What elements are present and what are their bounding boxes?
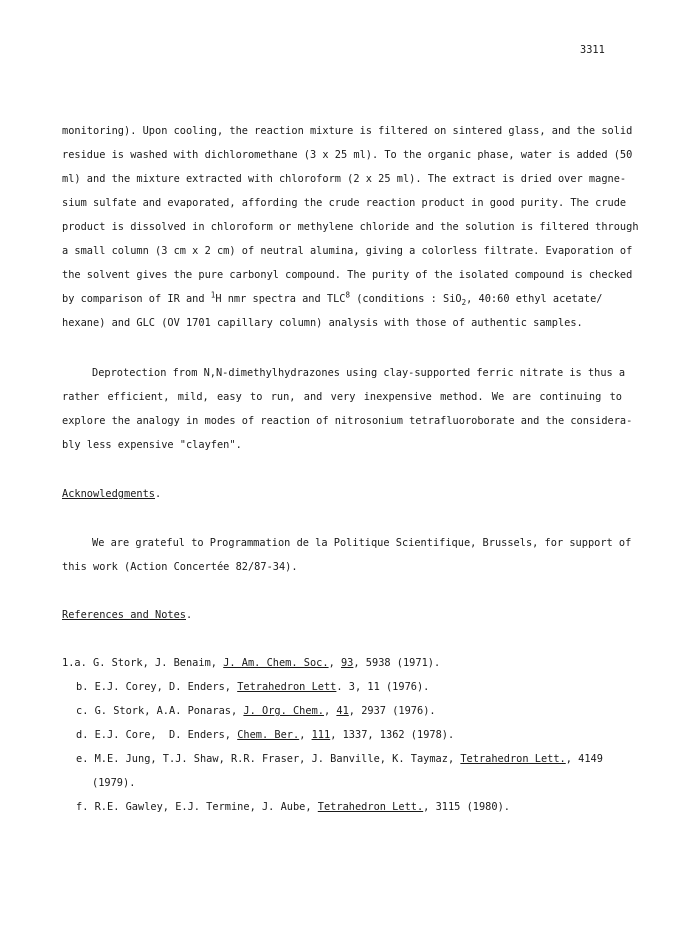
text-line: We are grateful to Programmation de la Politique Scientifique, Brussels, for support of <box>92 537 632 549</box>
reference-item <box>76 728 636 742</box>
text-span: (conditions : SiO <box>350 293 462 305</box>
page-number: 3311 <box>580 44 605 56</box>
text-line: the solvent gives the pure carbonyl compound. The purity of the isolated compound is checked <box>62 269 633 281</box>
subscript: 2 <box>461 298 467 308</box>
ref-authors: c. G. Stork, A.A. Ponaras, <box>76 705 244 717</box>
ref-volume: 111 <box>311 729 331 741</box>
ref-pages: , 3115 (1980). <box>423 801 510 813</box>
text-span: H nmr spectra and TLC <box>215 293 346 305</box>
reference-item <box>76 800 636 814</box>
ref-journal: Tetrahedron Lett. <box>317 801 424 813</box>
text-line: residue is washed with dichloromethane (3 x 25 ml). To the organic phase, water is added (50 <box>62 149 633 161</box>
reference-item <box>76 680 636 694</box>
ref-separator: , <box>328 657 341 669</box>
text-span: , 40:60 ethyl acetate/ <box>466 293 603 305</box>
footnote-marker: 8 <box>345 290 351 300</box>
ref-journal: Tetrahedron Lett. <box>460 753 566 765</box>
reference-continuation: (1979). <box>92 777 136 789</box>
ref-separator: , <box>299 729 312 741</box>
ref-journal: J. Org. Chem. <box>243 705 324 717</box>
text-line: product is dissolved in chloroform or methylene chloride and the solution is filtered through <box>62 221 639 233</box>
text-line: rather efficient, mild, easy to run, and very inexpensive method. We are continuing to <box>62 391 622 403</box>
ref-pages: , 2937 (1976). <box>348 705 436 717</box>
ref-pages: , 1337, 1362 (1978). <box>330 729 455 741</box>
text-line: monitoring). Upon cooling, the reaction mixture is filtered on sintered glass, and the solid <box>62 125 633 137</box>
text-line: explore the analogy in modes of reaction of nitrosonium tetrafluoroborate and the considera- <box>62 415 633 427</box>
heading-period: . <box>186 609 193 621</box>
ref-authors: f. R.E. Gawley, E.J. Termine, J. Aube, <box>76 801 318 813</box>
text-line: ml) and the mixture extracted with chloroform (2 x 25 ml). The extract is dried over magne- <box>62 173 627 185</box>
text-line-with-superscripts <box>62 292 622 306</box>
ref-volume: 93 <box>340 657 354 669</box>
references-heading <box>62 608 622 622</box>
ref-authors: e. M.E. Jung, T.J. Shaw, R.R. Fraser, J. Banville, K. Taymaz, <box>76 753 461 765</box>
ref-separator: , <box>323 705 337 717</box>
ref-journal: J. Am. Chem. Soc. <box>223 657 329 669</box>
ref-journal: Chem. Ber. <box>237 729 300 741</box>
text-line: hexane) and GLC (OV 1701 capillary column) analysis with those of authentic samples. <box>62 317 583 329</box>
heading-text: Acknowledgments <box>62 488 155 500</box>
ref-journal: Tetrahedron Lett <box>237 681 337 693</box>
ref-pages: , 4149 <box>565 753 603 765</box>
ref-pages: , 5938 (1971). <box>353 657 441 669</box>
ref-authors: 1.a. G. Stork, J. Benaim, <box>62 657 224 669</box>
acknowledgments-heading <box>62 487 622 501</box>
heading-text: References and Notes <box>62 609 186 621</box>
heading-period: . <box>155 488 162 500</box>
text-line: a small column (3 cm x 2 cm) of neutral alumina, giving a colorless filtrate. Evaporation of <box>62 245 633 257</box>
reference-item <box>76 752 636 766</box>
ref-authors: b. E.J. Corey, D. Enders, <box>76 681 238 693</box>
text-span: by comparison of IR and <box>62 293 211 305</box>
text-line: sium sulfate and evaporated, affording the crude reaction product in good purity. The crude <box>62 197 627 209</box>
ref-volume: 41 <box>336 705 349 717</box>
reference-item <box>76 704 636 718</box>
ref-authors: d. E.J. Core, D. Enders, <box>76 729 238 741</box>
text-line: bly less expensive "clayfen". <box>62 439 242 451</box>
reference-item <box>62 656 622 670</box>
text-line: this work (Action Concertée 82/87-34). <box>62 561 298 573</box>
ref-pages: . 3, 11 (1976). <box>336 681 430 693</box>
superscript: 1 <box>210 290 216 300</box>
text-line: Deprotection from N,N-dimethylhydrazones using clay-supported ferric nitrate is thus a <box>92 367 626 379</box>
